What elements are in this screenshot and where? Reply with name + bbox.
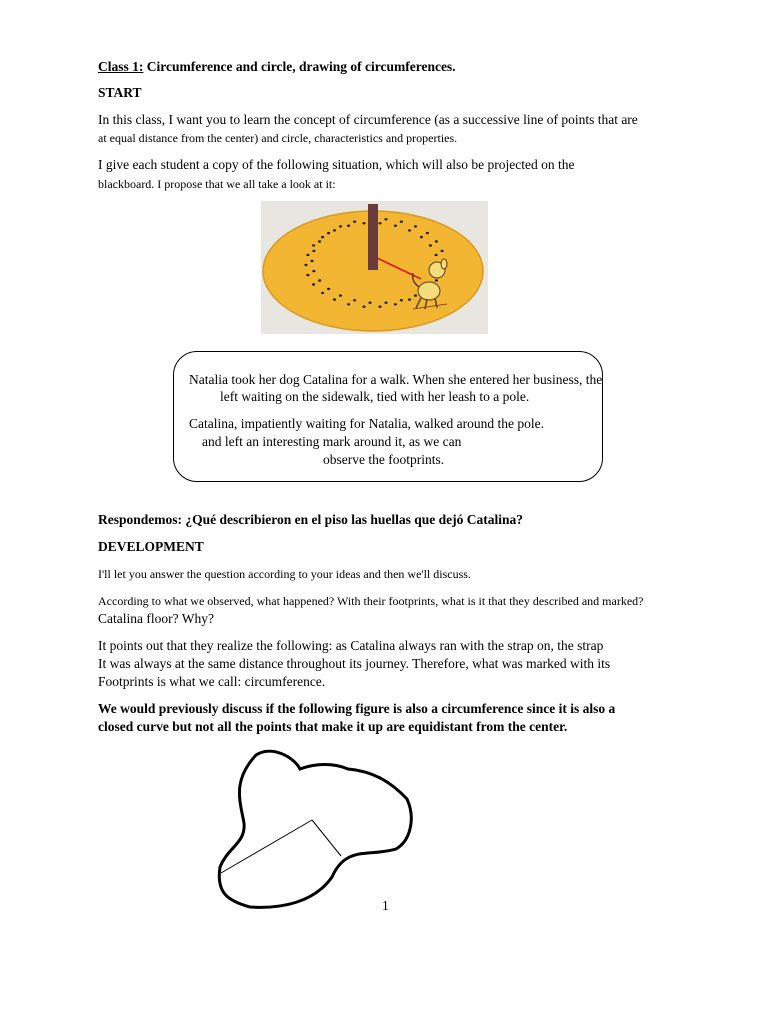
footprint: [420, 236, 423, 238]
footprint: [394, 303, 397, 305]
footprint: [312, 250, 315, 252]
development-paragraph-2a: According to what we observed, what happened? With their footprints, what is it that they described and marked?: [98, 594, 644, 608]
footprint: [318, 279, 321, 281]
footprint: [435, 240, 438, 242]
callout-line-1: Natalia took her dog Catalina for a walk. When she entered her business, the: [189, 372, 603, 387]
footprint: [435, 254, 438, 256]
footprint: [414, 294, 417, 296]
footprint: [312, 244, 315, 246]
footprint: [312, 283, 315, 285]
footprint: [339, 294, 342, 296]
figure-question-line-2: closed curve but not all the points that make it up are equidistant from the center.: [98, 719, 568, 734]
radius-segment-2: [312, 820, 341, 856]
pole: [368, 204, 378, 270]
footprint: [429, 244, 432, 246]
intro-line-1: In this class, I want you to learn the concept of circumference (as a successive line of points that are: [98, 112, 638, 127]
figure-question-line-1: We would previously discuss if the following figure is also a circumference since it is also a: [98, 701, 616, 716]
page-number: 1: [382, 898, 389, 913]
footprint: [312, 270, 315, 272]
footprint: [400, 299, 403, 301]
development-paragraph-3b: It was always at the same distance throughout its journey. Therefore, what was marked with its: [98, 656, 611, 671]
footprint: [327, 288, 330, 290]
development-paragraph-1: I'll let you answer the question according to your ideas and then we'll discuss.: [98, 567, 471, 581]
start-heading: START: [98, 85, 142, 100]
footprint: [384, 302, 387, 304]
footprint: [321, 292, 324, 294]
class-label: Class 1:: [98, 59, 144, 74]
intro-line-4: blackboard. I propose that we all take a look at it:: [98, 177, 336, 191]
footprint: [318, 240, 321, 242]
development-paragraph-2b: Catalina floor? Why?: [98, 611, 214, 626]
question-heading: Respondemos: ¿Qué describieron en el piso las huellas que dejó Catalina?: [98, 512, 524, 527]
footprint: [384, 218, 387, 220]
footprint: [408, 229, 411, 231]
footprint: [408, 298, 411, 300]
footprint: [333, 229, 336, 231]
footprint: [400, 221, 403, 223]
footprint: [378, 306, 381, 308]
footprint: [362, 222, 365, 224]
footprint: [394, 225, 397, 227]
development-heading: DEVELOPMENT: [98, 539, 204, 554]
callout-line-3: Catalina, impatiently waiting for Natalia, walked around the pole.: [189, 416, 545, 431]
footprint: [441, 250, 444, 252]
callout-line-5: observe the footprints.: [323, 452, 445, 467]
irregular-closed-curve-figure: [210, 745, 420, 915]
footprint: [327, 232, 330, 234]
footprint: [304, 264, 307, 266]
footprint: [306, 274, 309, 276]
footprint: [339, 225, 342, 227]
intro-line-3: I give each student a copy of the following situation, which will also be projected on the: [98, 157, 575, 172]
footprint: [362, 306, 365, 308]
class-title: Circumference and circle, drawing of circumferences.: [143, 59, 456, 74]
callout-line-2: left waiting on the sidewalk, tied with her leash to a pole.: [220, 389, 530, 404]
footprint: [310, 260, 313, 262]
footprint: [353, 299, 356, 301]
footprint: [353, 221, 356, 223]
class-heading: [98, 59, 456, 75]
dog-pole-illustration: [261, 201, 488, 334]
footprint: [306, 254, 309, 256]
footprint: [333, 298, 336, 300]
footprint: [426, 232, 429, 234]
footprint: [414, 225, 417, 227]
development-paragraph-3a: It points out that they realize the following: as Catalina always ran with the strap on, the strap: [98, 638, 604, 653]
footprint: [378, 222, 381, 224]
callout-line-4: and left an interesting mark around it, as we can: [202, 434, 462, 449]
closed-curve: [219, 751, 411, 907]
intro-line-2: at equal distance from the center) and circle, characteristics and properties.: [98, 131, 458, 145]
footprint: [347, 303, 350, 305]
footprint: [435, 279, 438, 281]
footprint: [321, 236, 324, 238]
footprint: [368, 302, 371, 304]
development-paragraph-3c: Footprints is what we call: circumference.: [98, 674, 326, 689]
footprint: [347, 225, 350, 227]
